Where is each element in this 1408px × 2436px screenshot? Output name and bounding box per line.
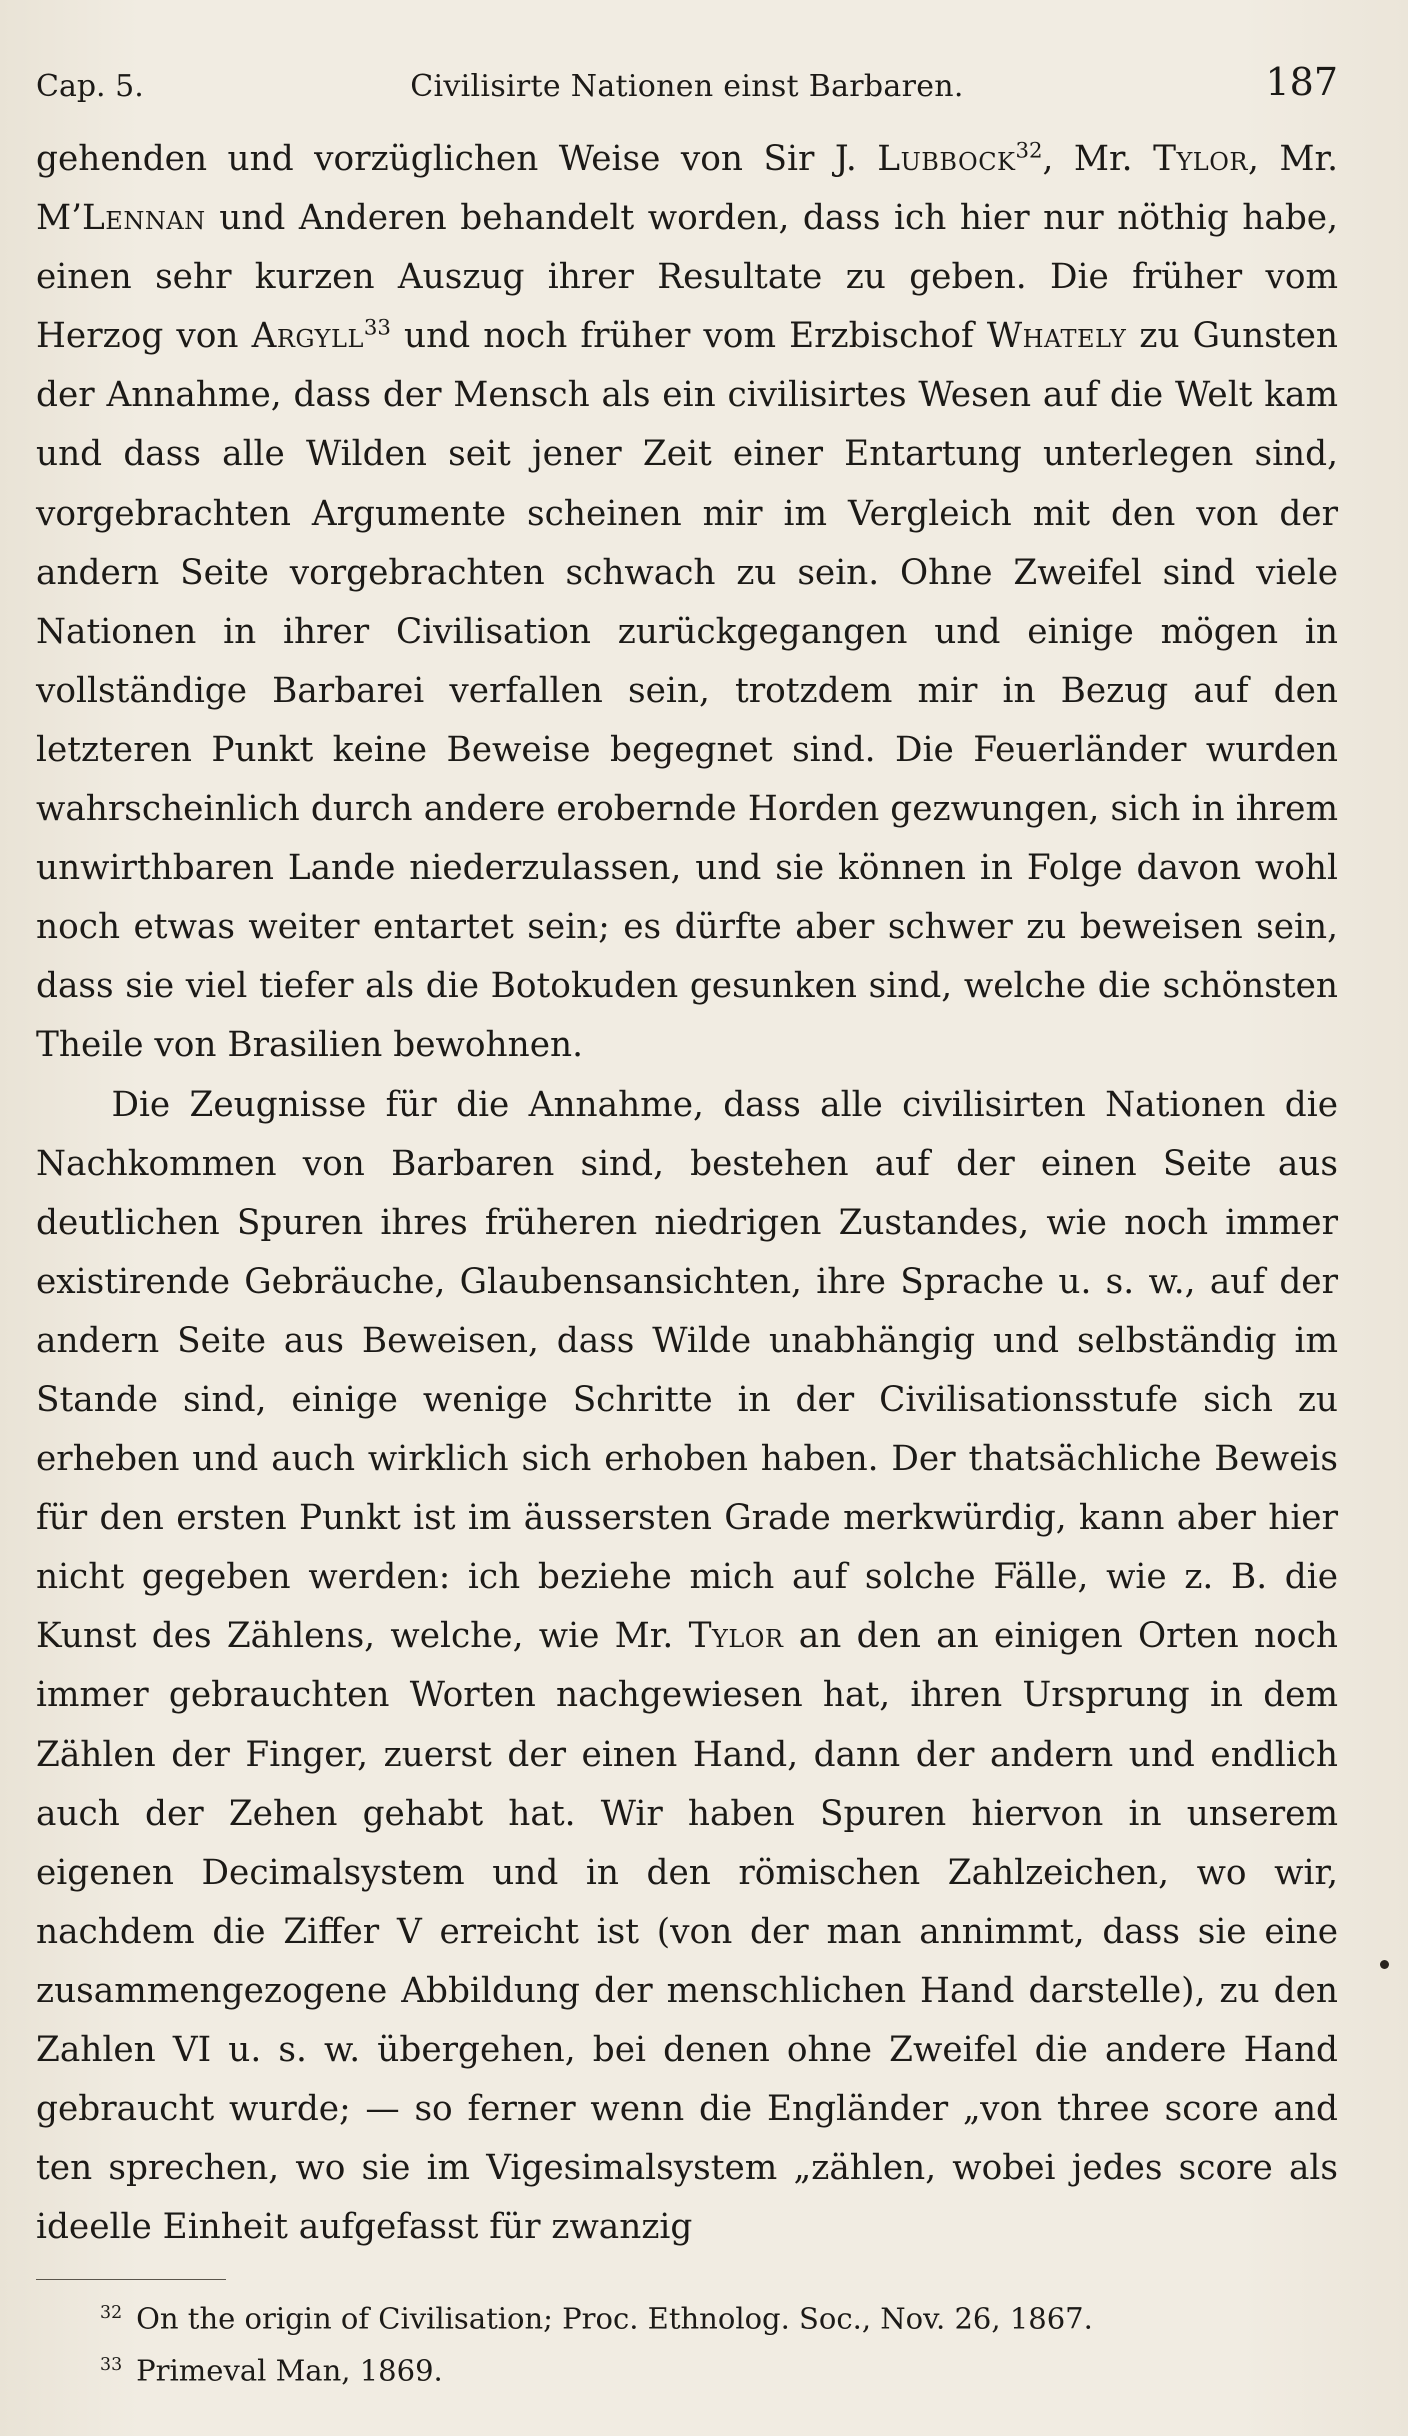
footnote-ref-33: 33: [363, 315, 391, 341]
running-head: [36, 52, 1338, 104]
footnote-number: 32: [100, 2303, 123, 2324]
chapter-label: Cap. 5.: [36, 69, 144, 104]
p1-text-3: , Mr. M’: [36, 139, 1338, 239]
footnote-ref-32: 32: [1015, 138, 1043, 164]
paragraph-1: [36, 130, 1338, 1076]
footnote-text: On the origin of Civilisation; Proc. Ethnolog. Soc., Nov. 26, 1867.: [136, 2302, 1093, 2337]
body-text: [36, 130, 1338, 2257]
author-argyll: Argyll: [251, 316, 364, 357]
author-lubbock: Lubbock: [877, 139, 1016, 179]
ink-spot: [1380, 1960, 1389, 1969]
p1-text-4: und Anderen behandelt worden, dass ich hier nur nöthig habe, einen sehr kurzen Auszug ihrer Resultate zu geben. Die früher vom Herzog von: [36, 198, 1338, 357]
page-number: 187: [1265, 60, 1338, 104]
running-title: Civilisirte Nationen einst Barbaren.: [410, 69, 964, 104]
p1-text-2: , Mr.: [1042, 139, 1154, 179]
author-whately: Whately: [986, 316, 1127, 357]
p2-text-2: an den an einigen Orten noch immer gebrauchten Worten nachgewiesen hat, ihren Ursprung in dem Zählen der Finger, zuerst der einen Hand, dann der andern und endlich auch der Zehen gehabt hat. Wir haben Spuren hiervon in unserem eigenen Decimalsystem und in den römischen Zahlzeichen, wo wir, nachdem die Ziffer V erreicht ist (von der man annimmt, dass sie eine zusammengezogene Abbildung der menschlichen Hand darstelle), zu den Zahlen VI u. s. w. übergehen, bei denen ohne Zweifel die andere Hand gebraucht wurde; — so ferner wenn die Engländer „von three score and ten sprechen, wo sie im Vigesimalsystem „zählen, wobei jedes score als ideelle Einheit aufgefasst für zwanzig: [36, 1616, 1338, 2248]
footnotes: [36, 2290, 1338, 2393]
paragraph-2: [36, 1076, 1338, 2258]
p1-text-6: zu Gunsten der Annahme, dass der Mensch als ein civilisirtes Wesen auf die Welt kam und dass alle Wilden seit jener Zeit einer Entartung unterlegen sind, vorgebrachten Argumente scheinen mir im Vergleich mit den von der andern Seite vorgebrachten schwach zu sein. Ohne Zweifel sind viele Nationen in ihrer Civilisation zurückgegangen und einige mögen in vollständige Barbarei verfallen sein, trotzdem mir in Bezug auf den letzteren Punkt keine Beweise begegnet sind. Die Feuerländer wurden wahrscheinlich durch andere erobernde Horden gezwungen, sich in ihrem unwirthbaren Lande niederzulassen, und sie können in Folge davon wohl noch etwas weiter entartet sein; es dürfte aber schwer zu beweisen sein, dass sie viel tiefer als die Botokuden gesunken sind, welche die schönsten Theile von Brasilien bewohnen.: [36, 316, 1338, 1066]
footnote-32: [100, 2290, 1338, 2342]
author-tylor-2: Tylor: [688, 1616, 784, 1657]
p1-text-1: gehenden und vorzüglichen Weise von Sir J.: [36, 139, 878, 179]
footnote-33: [100, 2342, 1338, 2394]
footnote-rule: [36, 2279, 226, 2288]
author-lennan: Lennan: [82, 198, 206, 239]
footnote-number: 33: [100, 2355, 123, 2376]
p1-text-5: und noch früher vom Erzbischof: [390, 316, 987, 357]
p2-text-1: Die Zeugnisse für die Annahme, dass alle civilisirten Nationen die Nachkommen von Barbaren sind, bestehen auf der einen Seite aus deutlichen Spuren ihres früheren niedrigen Zustandes, wie noch immer existirende Gebräuche, Glaubensansichten, ihre Sprache u. s. w., auf der andern Seite aus Beweisen, dass Wilde unabhängig und selbständig im Stande sind, einige wenige Schritte in der Civilisationsstufe sich zu erheben und auch wirklich sich erhoben haben. Der thatsächliche Beweis für den ersten Punkt ist im äussersten Grade merkwürdig, kann aber hier nicht gegeben werden: ich beziehe mich auf solche Fälle, wie z. B. die Kunst des Zählens, welche, wie Mr.: [36, 1084, 1338, 1657]
footnote-text: Primeval Man, 1869.: [136, 2353, 443, 2388]
author-tylor-1: Tylor: [1153, 139, 1248, 179]
